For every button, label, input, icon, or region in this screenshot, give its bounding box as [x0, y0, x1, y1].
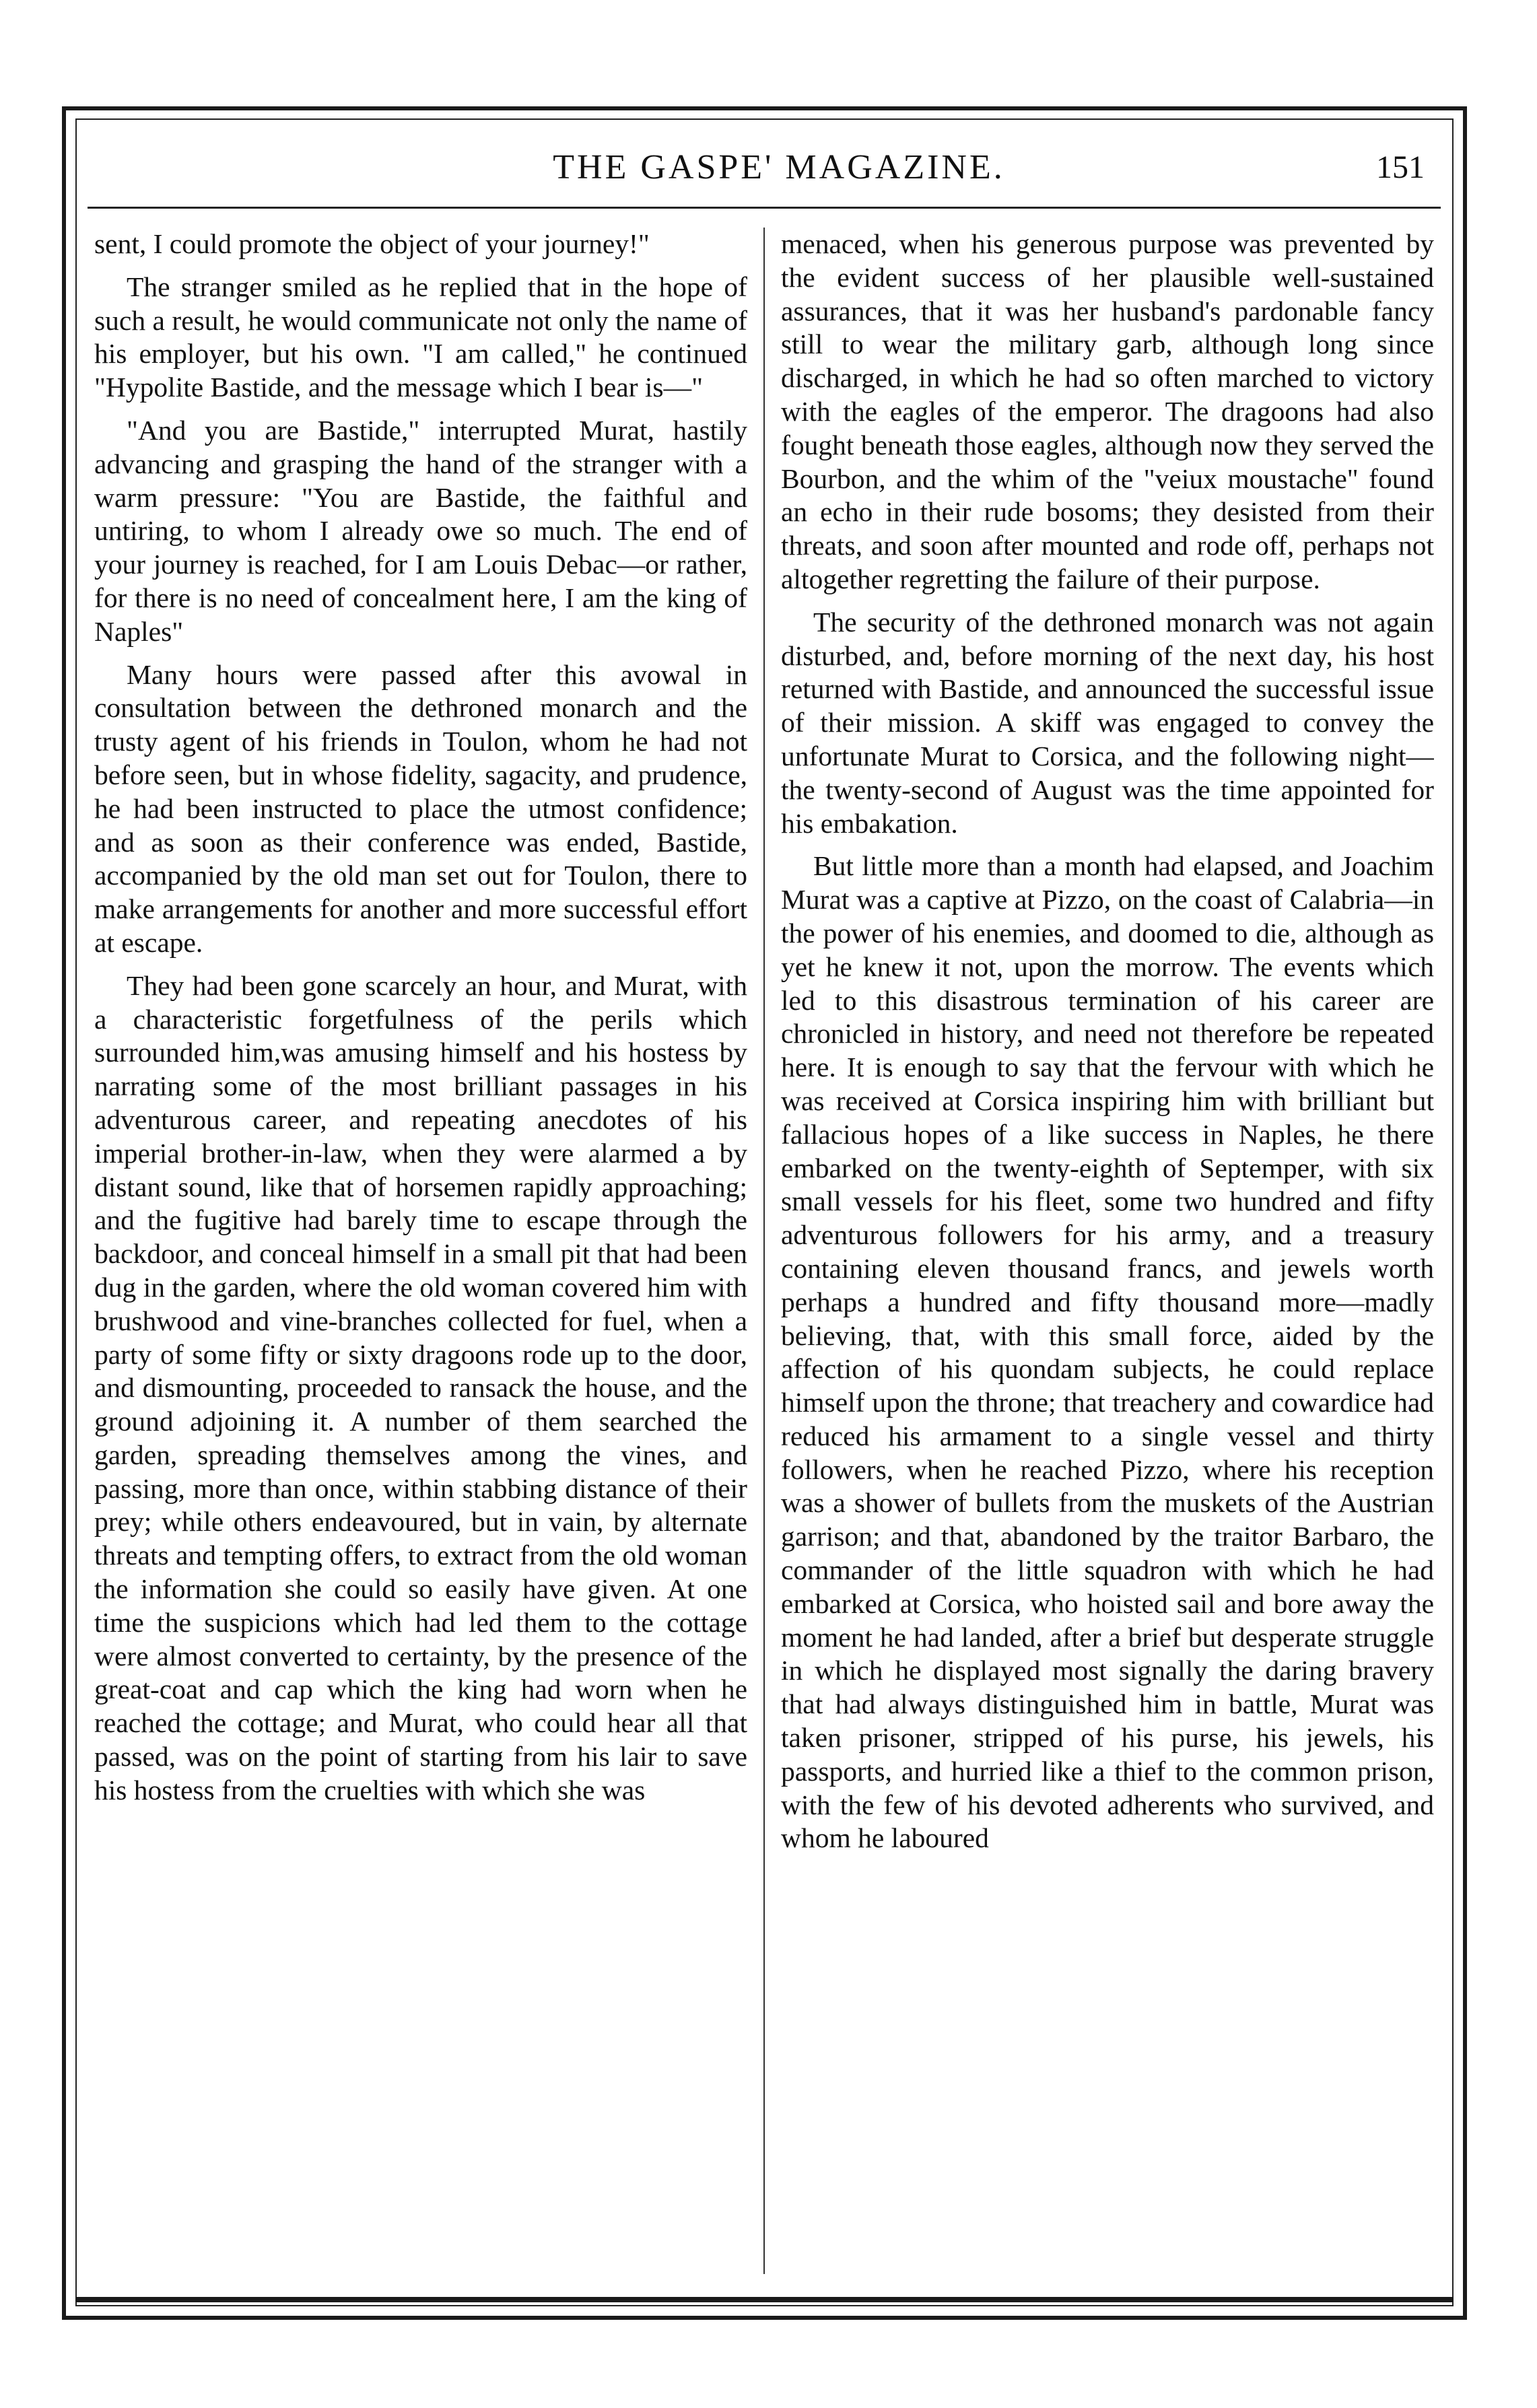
paragraph: "And you are Bastide," interrupted Murat, hastily advancing and grasping the hand of the stranger with a warm pressure: "You are Bastide, the faithful and untiring, to whom I already owe so much. The end of your journey is reached, for I am Louis Debac—or rather, for there is no need of concealment here, I am the king of Naples"	[94, 414, 747, 647]
bottom-rule	[75, 2297, 1454, 2302]
paragraph: The stranger smiled as he replied that in the hope of such a result, he would communicate not only the name of his employer, but his own. "I am called," he continued "Hypolite Bastide, and the message which I bear is—"	[94, 271, 747, 403]
paragraph: They had been gone scarcely an hour, and Murat, with a characteristic forgetfulness of the perils which surrounded him,was amusing himself and his hostess by narrating some of the most brilliant passages in his adventurous career, and repeating anecdotes of his imperial brother-in-law, when they were alarmed a by distant sound, like that of horsemen rapidly approaching; and the fugitive had barely time to escape through the backdoor, and conceal himself in a small pit that had been dug in the garden, where the old woman covered him with brushwood and vine-branches collected for fuel, when a party of some fifty or sixty dragoons rode up to the door, and dismounting, proceeded to ransack the house, and the ground adjoining it. A number of them searched the garden, spreading themselves among the vines, and passing, more than once, within stabbing distance of their prey; while others endeavoured, but in vain, by alternate threats and tempting offers, to extract from the old woman the information she could so easily have given. At one time the suspicions which had led them to the cottage were almost converted to certainty, by the presence of the great-coat and cap which the king had worn when he reached the cottage; and Murat, who could hear all that passed, was on the point of starting from his lair to save his hostess from the cruelties with which she was	[94, 969, 747, 1805]
running-header	[88, 128, 1441, 209]
paragraph: The security of the dethroned monarch was not again disturbed, and, before morning of the next day, his host returned with Bastide, and announced the successful issue of their mission. A skiff was engaged to convey the unfortunate Murat to Corsica, and the following night—the twenty-second of August was the time appointed for his embakation.	[781, 606, 1434, 839]
page-number: 151	[1376, 149, 1425, 185]
magazine-title: THE GASPE' MAGAZINE.	[553, 148, 1005, 186]
paragraph: menaced, when his generous purpose was prevented by the evident success of her plausible well-sustained assurances, that it was her husband's pardonable fancy still to wear the military garb, although long since discharged, in which he had so often marched to victory with the eagles of the emperor. The dragoons had also fought beneath those eagles, although now they served the Bourbon, and the whim of the "veiux moustache" found an echo in their rude bosoms; they desisted from their threats, and soon after mounted and rode off, perhaps not altogether regretting the failure of their purpose.	[781, 228, 1434, 594]
column-divider	[763, 228, 765, 2274]
left-column	[94, 228, 747, 2287]
text-columns	[94, 228, 1434, 2287]
right-column	[781, 228, 1434, 2287]
paragraph: But little more than a month had elapsed, and Joachim Murat was a captive at Pizzo, on the coast of Calabria—in the power of his enemies, and doomed to die, although as yet he knew it not, upon the morrow. The events which led to this disastrous termination of his career are chronicled in history, and need not therefore be repeated here. It is enough to say that the fervour with which he was received at Corsica inspiring him with brilliant but fallacious hopes of a like success in Naples, he there embarked on the twenty-eighth of Septemper, with six small vessels for his fleet, some two hundred and fifty adventurous followers for his army, and a treasury containing eleven thousand francs, and jewels worth perhaps a hundred and fifty thousand more—madly believing, that, with this small force, aided by the affection of his quondam subjects, he could replace himself upon the throne; that treachery and cowardice had reduced his armament to a single vessel and thirty followers, when he reached Pizzo, where his reception was a shower of bullets from the muskets of the Austrian garrison; and that, abandoned by the traitor Barbaro, the commander of the little squadron with which he had embarked at Corsica, who hoisted sail and bore away the moment he had landed, after a brief but desperate struggle in which he displayed most signally the daring bravery that had always distinguished him in battle, Murat was taken prisoner, stripped of his purse, his jewels, his passports, and hurried like a thief to the common prison, with the few of his devoted adherents who survived, and whom he laboured	[781, 850, 1434, 1854]
paragraph: sent, I could promote the object of your journey!"	[94, 228, 650, 259]
paragraph: Many hours were passed after this avowal in consultation between the dethroned monarch and the trusty agent of his friends in Toulon, whom he had not before seen, but in whose fidelity, sagacity, and prudence, he had been instructed to place the utmost confidence; and as soon as their conference was ended, Bastide, accompanied by the old man set out for Toulon, there to make arrangements for another and more successful effort at escape.	[94, 658, 747, 958]
